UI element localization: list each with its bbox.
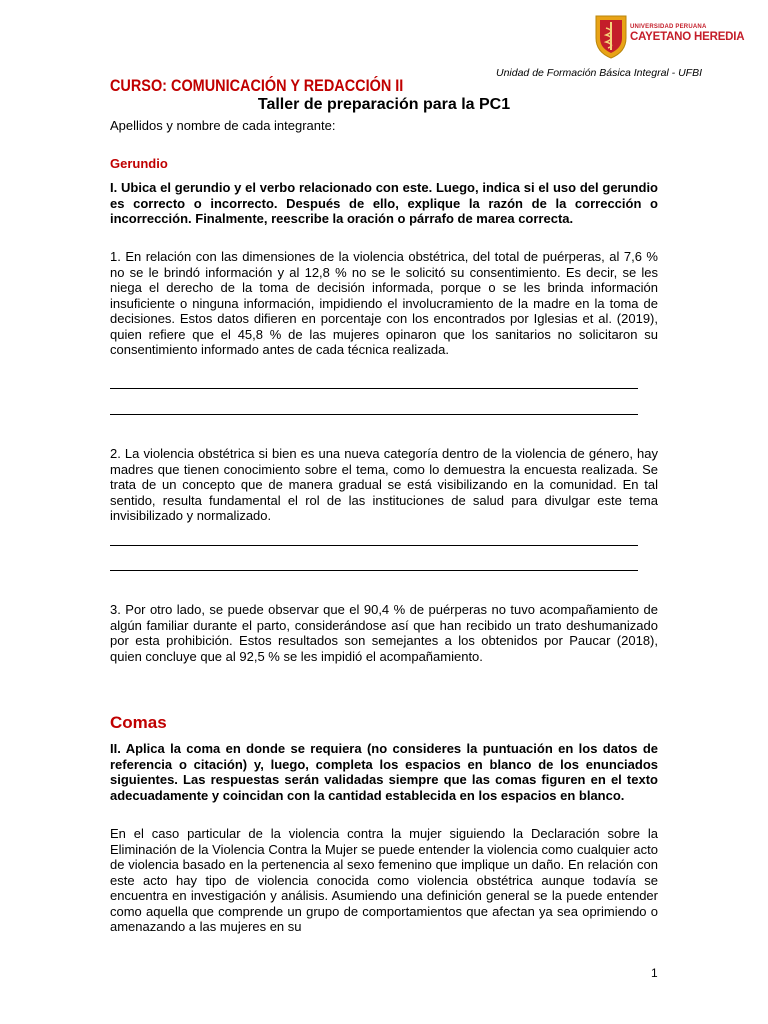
answer-line[interactable]: [110, 414, 638, 415]
university-logo: [594, 12, 754, 62]
answer-line[interactable]: [110, 545, 638, 546]
page-number: 1: [651, 966, 658, 980]
logo-name-text: CAYETANO HEREDIA: [630, 31, 745, 43]
members-label: Apellidos y nombre de cada integrante:: [110, 118, 336, 133]
logo-small-text: UNIVERSIDAD PERUANA: [630, 24, 707, 30]
exercise-item-3: 3. Por otro lado, se puede observar que el 90,4 % de puérperas no tuvo acompañamiento de algún familiar durante el parto, considerándose así que han recibido un trato deshumanizado por esta prohibición. Estos resultados son semejantes a los obtenidos por Paucar (2018), quien concluye que al 92,5 % se les impidió el acompañamiento.: [110, 602, 658, 664]
course-title: CURSO: COMUNICACIÓN Y REDACCIÓN II: [110, 76, 404, 95]
exercise-item-2: 2. La violencia obstétrica si bien es una nueva categoría dentro de la violencia de género, hay madres que tienen conocimiento sobre el tema, como lo demuestra la encuesta realizada. Se trata de un concepto que de manera gradual se está visibilizando en la comunidad. En tal sentido, resulta fundamental el rol de las instituciones de salud para divulgar este tema invisibilizado y normalizado.: [110, 446, 658, 523]
section-heading-comas: Comas: [110, 713, 167, 732]
section2-text: En el caso particular de la violencia contra la mujer siguiendo la Declaración sobre la Eliminación de la Violencia Contra la Mujer se puede entender la violencia como cualquier acto de violencia basado en la pertenencia al sexo femenino que implique un daño. En relación con este acto hay tipo de violencia conocida como violencia obstétrica aunque todavía se encuentra en investigación y análisis. Asumiendo una definición general se la puede entender como aquella que comprende un grupo de comportamientos que afectan ya sea oprimiendo o amenazando a las mujeres en su: [110, 826, 658, 934]
exercise-item-1: 1. En relación con las dimensiones de la violencia obstétrica, del total de puérperas, al 7,6 % no se le brindó información y al 12,8 % no se le solicitó su consentimiento. Es decir, se les niega el derecho de la toma de decisión informada, porque o se les brinda información insuficiente o ninguna información, impidiendo el involucramiento de la madre en la toma de decisiones. Estos datos difieren en porcentaje con los encontrados por Iglesias et al. (2019), quien refiere que el 45,8 % de las mujeres opinaron que los sanitarios no solicitaron su consentimiento informado antes de cada técnica realizada.: [110, 249, 658, 357]
section-heading-gerundio: Gerundio: [110, 156, 168, 171]
section2-instruction: II. Aplica la coma en donde se requiera (no consideres la puntuación en los datos de referencia o citación) y, luego, completa los espacios en blanco de los enunciados siguientes. Las respuestas serán validadas siempre que las comas figuren en el texto adecuadamente y coincidan con la cantidad establecida en los espacios en blanco.: [110, 741, 658, 803]
section1-instruction: I. Ubica el gerundio y el verbo relacionado con este. Luego, indica si el uso del gerundio es correcto o incorrecto. Después de ello, explique la razón de la corrección o incorrección. Finalmente, reescribe la oración o párrafo de marea correcta.: [110, 180, 658, 226]
logo-wordmark: [630, 24, 744, 44]
answer-line[interactable]: [110, 388, 638, 389]
crest-icon: [594, 14, 628, 60]
answer-line[interactable]: [110, 570, 638, 571]
unit-name: Unidad de Formación Básica Integral - UFBI: [496, 67, 703, 79]
page-title: Taller de preparación para la PC1: [257, 96, 511, 113]
